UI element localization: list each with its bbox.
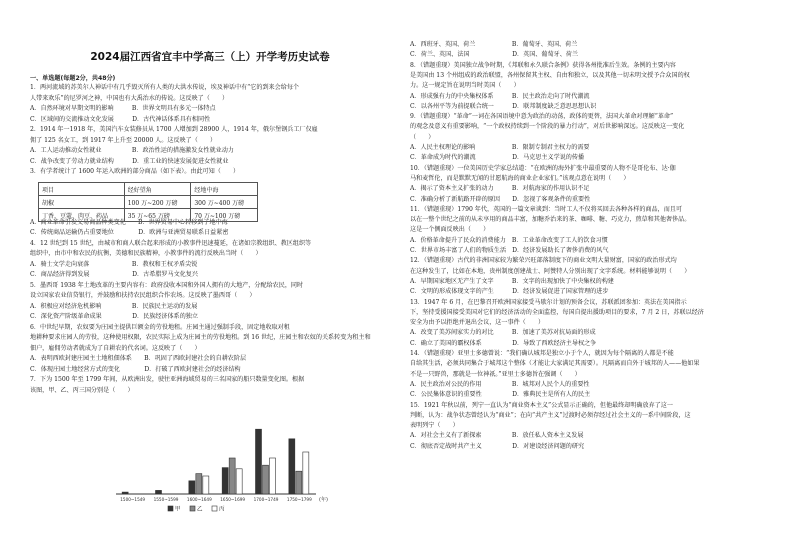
bar-丙 [203, 476, 209, 494]
question-line: 力。这一规定旨在说明当时美国（ ） [410, 82, 520, 90]
x-tick-label: 1750~1799 [286, 497, 312, 502]
question-line: 12．（错题重现）古代的非洲国家较为繁荣兴旺部落制度下的商业文明大量财富，国家的政治形式均 [410, 257, 677, 265]
question-line: A．商业革命引发交易商品种类变化 B．世界贸易中心转移到了地中海 [30, 218, 228, 226]
table-header-cell: 经地中海 [191, 183, 258, 196]
x-tick-label: 1500~1549 [120, 497, 146, 502]
question-line: 13．1947 年 6 月，在巴黎召开欧洲国家接受马歇尔计划的预备会议，苏联派团参加：英法在美国指示 [410, 298, 687, 306]
question-line: C．传统商品运输仍占重要地位 D．欧洲与亚洲贸易联系日益紧密 [30, 229, 229, 236]
question-line: 该图，甲、乙、丙三国分别是（ ） [30, 386, 134, 394]
question-line: C．彻底否定战时共产主义 D．对建设经济问题的研究 [410, 442, 585, 450]
bar-乙 [229, 458, 235, 494]
ship-count-chart [108, 418, 333, 514]
question-line: 的观念及意义有重要影响，“一个政权持续到一个阶段的暴力行动”，对后世影响深远。这反映这一变化 [410, 123, 685, 131]
question-line: 7．下为 1500 年至 1799 年间，从欧洲出发，驶往亚洲海域贸易的三名国家的船只数量变化图。根据 [30, 376, 305, 383]
question-line: 马和麦哲伦，而是默默无闻的甘愿航海的商业企业家们。”该观点意在说明（ ） [410, 174, 630, 182]
question-line: 设立国家农业信贷银行，并鼓励和扶持农民组织合作农场。这反映了墨西哥（ ） [30, 292, 256, 299]
question-line: 佃户，雇佣劳动者就成为了自耕农的代名词。这反映了（ ） [30, 344, 201, 352]
question-line: 在这种发生了，比如在本地，贵州制度创建战士、阿赞特人分别出现了文字系统。材料能够说明（ ） [410, 267, 691, 275]
bar-丙 [270, 458, 276, 494]
bar-乙 [263, 465, 269, 494]
legend-label: 乙 [197, 506, 203, 513]
question-line: 是美国由 13 个州组成的政治联盟，各州保留其主权、自由和独立，以及其他一切未明文授予合众国的权 [410, 71, 690, 79]
question-line: 11．（错题重现）1790 年代，英国的一篇文章谈到：当时工人不仅将买回去各种各样的商品，而且可 [410, 205, 682, 213]
bar-甲 [156, 490, 162, 494]
question-line: 下，坚持受援国接受美国对它们的经济活动的全面监控，每国自提出援助项目的要求，7 月 2 日，苏联以经济 [410, 308, 704, 316]
bar-丙 [303, 452, 309, 494]
question-line: 表明列宁（ ） [410, 422, 459, 430]
question-line: 15．1921 年秋以前，列宁一直认为“商业资本主义”公式显示正确的，但他最终却明确放弃了这一 [410, 401, 673, 409]
bar-甲 [256, 429, 262, 494]
question-line: 地耕种要求庄园人的劳役，这种使用权限，农民实际上成为庄园主的劳役地租。到 16 世纪，庄园主和农奴的关系转变为租主和 [30, 334, 371, 341]
legend-swatch [190, 506, 195, 511]
legend-swatch [212, 506, 217, 511]
table-cell: 300 万~400 万磅 [191, 196, 258, 209]
table-cell: 35 万~65 万磅 [124, 209, 191, 222]
x-tick-label: 1600~1649 [186, 497, 212, 502]
question-line: 2．1914 年一1918 年，美国汽车女装修员从 1700 人增加到 28900 人，1914 年，俄尔堡钢兵工厂仅雇 [30, 126, 318, 133]
question-line: A．积极应对经济危机影响 B．民族民主运动的发展 [30, 302, 198, 310]
question-line: A．改变了美苏间家实力的对比 B．加速了美苏对抗局面的形成 [410, 329, 596, 337]
x-tick-label: 1650~1699 [220, 497, 246, 502]
question-line: 6．中世纪早期，农奴要为庄园主提供巨额金的劳役地租。庄园主通过强制手段，固定地收取对租 [30, 323, 290, 331]
question-line: 10．（错题重现）一位美国历史学家总结道：“在欧洲的海外扩张中最重要的人物不是哥伦布、达·伽 [410, 164, 676, 172]
question-line: A．价格革命提升了民众的消费能力 B．工业革命改变了工人的饮食习惯 [410, 236, 608, 244]
question-line: （ ） [410, 133, 435, 141]
bar-乙 [296, 471, 302, 494]
question-line: A．形成强有力的中央集权体系 B．民主政治走向了时代潮流 [410, 92, 590, 100]
question-line: 安全为由予以拒绝并退出会议，这一事件（ ） [410, 319, 545, 327]
question-line: C．以各州平等为前提联合统一 D．联邦制度缺乏意思思想认识 [410, 102, 597, 110]
question-line: A．自然环境对早期文明的影响 B．世界文明具有多元一体特点 [30, 105, 216, 112]
question-line: 8．（错题重现）美国独立战争时期，《邦联和永久联合条例》获得各州批准后生效。条例的主要内容 [410, 61, 676, 69]
table-header-cell: 项目 [39, 183, 125, 196]
question-line: C．战争改变了劳动力就业结构 D．重工业的快速发展促进女性就业 [30, 157, 229, 165]
question-line: 这是一个侧面反映出（ ） [410, 226, 490, 234]
question-line: A．对社会主义有了新探索 B．放任私人资本主义发展 [410, 432, 584, 440]
question-line: C．荷兰、英国、法国 D．英国、葡萄牙、荷兰 [410, 51, 578, 59]
page-title: 2024届江西省宜丰中学高三（上）开学考历史试卷 [90, 51, 330, 63]
question-line: 9．（错题重现）“革命”一词在各国语境中意为政治的动荡，政体的更替，法国大革命对理解“革命” [410, 113, 674, 121]
table-cell: 70 万~100 万磅 [191, 209, 258, 222]
question-line: C．商品经济得到发展 D．古希腊罗马文化复兴 [30, 271, 198, 278]
question-line: A．民主政治对公民的作用 B．城邦对人民个人的重要性 [410, 380, 590, 388]
question-line: A．揭示了资本主义扩张的动力 B．对航海家的作用认识不足 [410, 185, 590, 193]
section-heading: 一、单选题(每题2分，共48分) [30, 75, 116, 82]
question-line: 佣了 125 名女工，到 1917 年上升至 20000 人。这反映了（ ） [30, 136, 217, 144]
question-line: A．人民主权理论的影响 B．限制专制君主权力的需要 [410, 144, 590, 151]
question-line: 自给其生活，必须共同集合于城邦这个整体（才能让大家满足其需要）。凡隔离而自外于城邦的人——他如果 [410, 360, 700, 368]
question-line: 4．12 世纪到 15 世纪，由城市和商人联合起来形成的小教事件迅速蔓延，在诸如宗教组织、教区组织等 [30, 239, 312, 247]
question-line: C．世界市场丰富了人们的物质生活 D．经济发展助长了奢侈消费的风气 [410, 247, 609, 254]
question-line: C．准确分析了新航路开辟的原因 D．忽视了客观条件的重要性 [410, 195, 591, 203]
table-cell: 100 万~200 万磅 [124, 196, 191, 209]
question-line: A．骑士文学走向衰落 B．教权和王权矛盾尖锐 [30, 260, 198, 268]
bar-甲 [289, 439, 295, 494]
bar-丙 [236, 469, 242, 494]
question-line: 以在一整个世纪之前的从未享用的商品丰富，加糖乔治来的茶、咖啡、糖、巧克力，煎草和其他奢侈品。 [410, 216, 691, 224]
legend-label: 丙 [219, 506, 225, 513]
bar-甲 [222, 468, 228, 494]
question-line: 组织中，由市中和农民的抗衡，美德和民族精神，小教事件的流行反映出当时（ ） [30, 250, 262, 257]
question-line: 3．有学者统计了 1600 年运入欧洲的部分商品（如下表）。由此可知（ ） [30, 168, 240, 175]
question-line: 5．墨西哥 1938 年土地改革的主要内容有：政府没收本国和外国人拥有的大地产，分配给农民，同时 [30, 281, 304, 289]
question-line: A．工人运动推动女性就业 B．政治性运的措施激发女性就业动力 [30, 147, 234, 154]
question-line: 1．两河流域的苏美尔人神话中有几乎毁灭所有人类的大洪水传说，埃及神话中有“它的到来会给每个 [30, 84, 300, 91]
table-header-cell: 经好望角 [124, 183, 191, 196]
question-line: 判断，认为：战争状态曾经认为“商业”；在向“共产主义”过渡时必须存经过社会主义的一系中间阶段，这 [410, 411, 691, 419]
question-line: A．表明西欧封建庄园主土地租佃体系 B．巩固了西欧封建社会的自耕农阶层 [30, 355, 247, 362]
question-line: 人带来欢乐”的尼罗河之神，中国也有大禹治水的传说。这反映了（ ） [30, 94, 229, 102]
question-line: C．体现庄园土地经营方式的变化 D．打破了西欧封建社会的经济结构 [30, 365, 241, 373]
question-line: A．早期国家地区无产生了文字 B．文字的出现加快了中央集权的构建 [410, 277, 614, 285]
question-line: C．公民集体意识的重要性 D．雅典民主是所有人的民主 [410, 391, 591, 399]
question-line: C．革命成为时代的潮流 D．马克思主义学说的传播 [410, 154, 585, 162]
legend-label: 甲 [175, 506, 181, 513]
question-line: C．深化资产阶级革命成果 D．民族经济体系的独立 [30, 313, 198, 320]
bar-乙 [196, 474, 202, 494]
x-axis-label: (年) [319, 497, 328, 503]
question-line: C．确立了美国的霸权体系 D．导致了西欧经济主导权之争 [410, 339, 597, 347]
x-tick-label: 1700~1749 [253, 497, 279, 502]
question-line: 14．（错题重现）亚里士多德曾说：“我们确认城邦是独立小于个人，就因为每个隔离的人都是不能 [410, 350, 674, 357]
table-cell: 丁香、豆蔻、肉豆、药品 [39, 209, 125, 222]
bar-甲 [122, 492, 128, 494]
x-tick-label: 1550~1599 [153, 497, 179, 502]
bar-甲 [189, 481, 195, 494]
question-line: A．西班牙、英国、荷兰 B．葡萄牙、英国、荷兰 [410, 41, 578, 48]
question-line: C．文明的形成体现文字的产生 D．经济发展促进了国家管理的进步 [410, 288, 609, 296]
question-line: C．区域间的交流推动文化发展 D．古代神话体系具有相同性 [30, 115, 211, 123]
legend-swatch [168, 506, 173, 511]
table-cell: 胡椒 [39, 196, 125, 209]
commodity-table [38, 182, 258, 222]
question-line: 不是一只野兽，那就是一位神祇。”亚里士多德旨在强调（ ） [410, 370, 581, 378]
